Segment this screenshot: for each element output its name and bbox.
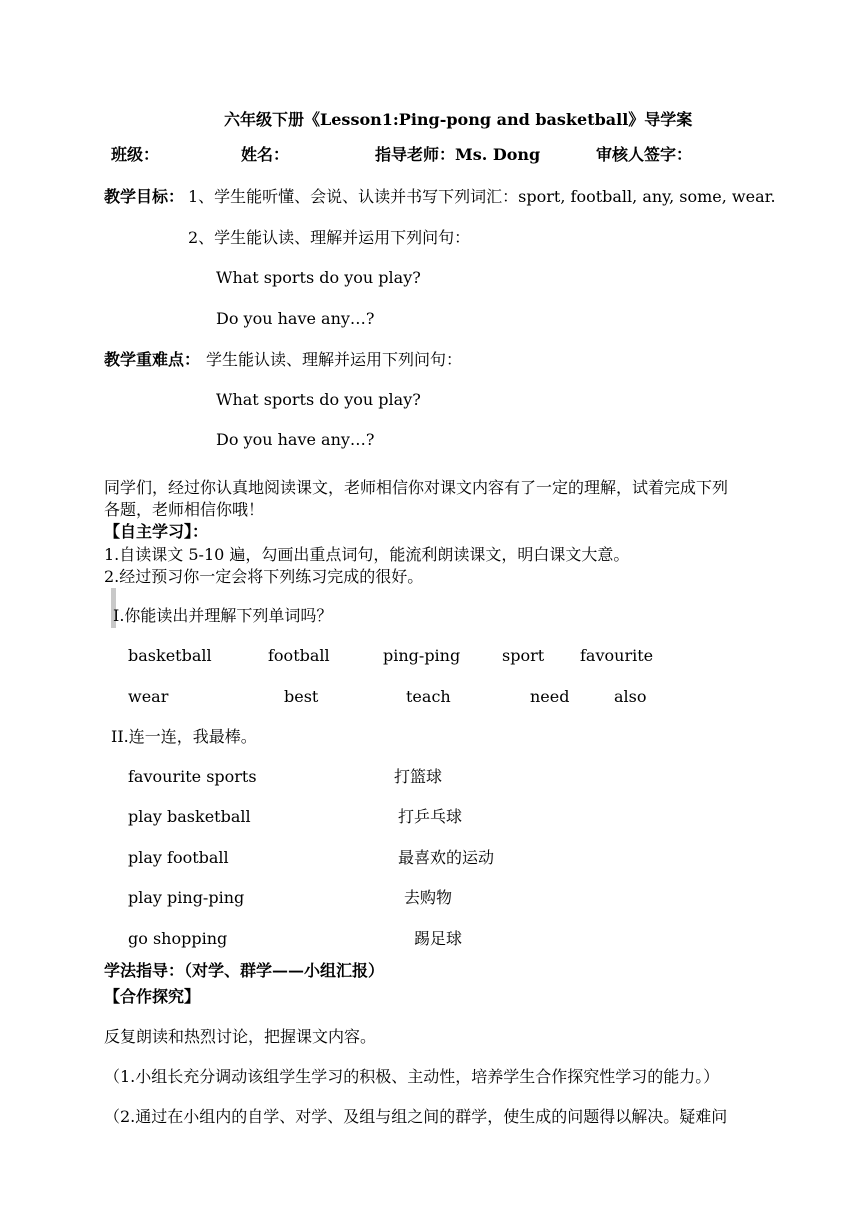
word-item: ping-ping [383, 646, 461, 665]
match-english-item: play football [128, 848, 229, 867]
word-item: need [530, 687, 570, 706]
self-study-item-2: 2.经过预习你一定会将下列练习完成的很好。 [104, 567, 424, 586]
exercise-2-heading: II.连一连，我最棒。 [111, 727, 257, 746]
word-item: basketball [128, 646, 212, 665]
match-english-item: play ping-ping [128, 888, 245, 907]
word-item: best [284, 687, 319, 706]
intro-line-2: 各题，老师相信你哦！ [104, 500, 265, 519]
cooperate-line-1: 反复朗读和热烈讨论，把握课文内容。 [104, 1027, 377, 1046]
key-points-question-1: What sports do you play? [216, 390, 421, 409]
key-points-text: 学生能认读、理解并运用下列问句： [206, 350, 463, 369]
word-item: football [268, 646, 330, 665]
match-english-item: favourite sports [128, 767, 257, 786]
match-chinese-item: 最喜欢的运动 [398, 848, 495, 867]
cooperate-heading: 【合作探究】 [104, 987, 201, 1006]
match-chinese-item: 打乒乓球 [398, 807, 463, 826]
match-chinese-item: 踢足球 [414, 929, 463, 948]
reviewer-field-label: 审核人签字： [596, 145, 693, 164]
key-points-label: 教学重难点： [104, 350, 201, 369]
goals-label: 教学目标： [104, 187, 185, 206]
match-english-item: go shopping [128, 929, 228, 948]
goals-item-1: 1、学生能听懂、会说、认读并书写下列词汇：sport, football, any, some, wear. [188, 187, 776, 206]
cooperate-line-2: （1.小组长充分调动该组学生学习的积极、主动性，培养学生合作探究性学习的能力。） [104, 1067, 720, 1086]
key-points-question-2: Do you have any…? [216, 430, 375, 449]
word-item: also [614, 687, 647, 706]
intro-line-1: 同学们，经过你认真地阅读课文，老师相信你对课文内容有了一定的理解，试着完成下列 [104, 478, 729, 497]
match-english-item: play basketball [128, 807, 251, 826]
goals-question-2: Do you have any…? [216, 309, 375, 328]
self-study-item-1: 1.自读课文 5-10 遍，勾画出重点词句，能流利朗读课文，明白课文大意。 [104, 545, 630, 564]
cooperate-line-3: （2.通过在小组内的自学、对学、及组与组之间的群学，使生成的问题得以解决。疑难问 [104, 1107, 728, 1126]
page-title: 六年级下册《Lesson1:Ping-pong and basketball》导学案 [224, 110, 693, 129]
teacher-field-label: 指导老师：Ms. Dong [375, 145, 541, 164]
method-guidance: 学法指导：（对学、群学——小组汇报） [104, 961, 385, 980]
word-item: favourite [580, 646, 654, 665]
goals-question-1: What sports do you play? [216, 268, 421, 287]
match-chinese-item: 去购物 [404, 888, 453, 907]
name-field-label: 姓名： [241, 145, 290, 164]
class-field-label: 班级： [111, 145, 160, 164]
word-item: wear [128, 687, 169, 706]
match-chinese-item: 打篮球 [394, 767, 443, 786]
self-study-heading: 【自主学习】： [104, 522, 209, 541]
exercise-1-heading: I.你能读出并理解下列单词吗？ [113, 606, 333, 625]
goals-item-2: 2、学生能认读、理解并运用下列问句： [188, 228, 471, 247]
word-item: sport [502, 646, 545, 665]
word-item: teach [406, 687, 451, 706]
